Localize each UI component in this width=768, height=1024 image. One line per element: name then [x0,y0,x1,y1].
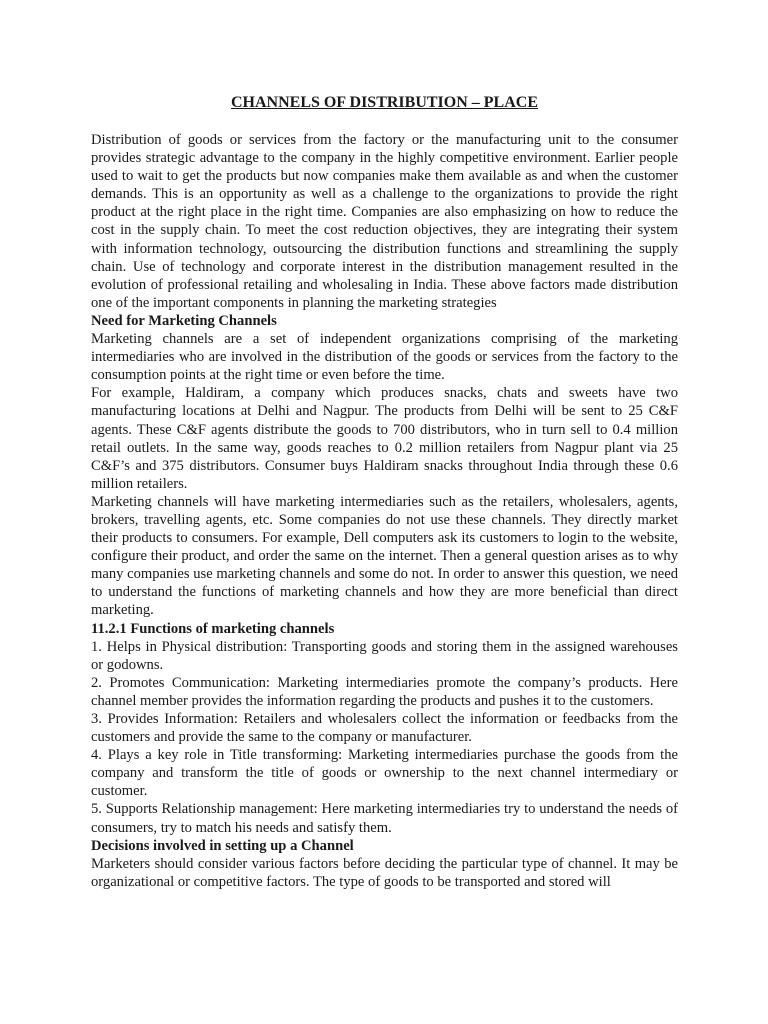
function-item-relationship-management: 5. Supports Relationship management: Here marketing intermediaries try to understand the needs of consumers, try to match his needs and satisfy them. [91,801,678,836]
paragraph-marketing-intermediaries: Marketing channels will have marketing intermediaries such as the retailers, wholesalers, agents, brokers, travelling agents, etc. Some companies do not use these channels. They directly market their products to consumers. For example, Dell computers ask its customers to login to the website, configure their product, and order the same on the internet. Then a general question arises as to why many companies use marketing channels and some do not. In order to answer this question, we need to understand the functions of marketing channels and how they are more beneficial than direct marketing. [91,493,678,619]
paragraph-marketing-channels-definition: Marketing channels are a set of independent organizations comprising of the marketing intermediaries who are involved in the distribution of the goods or services from the factory to the consumption points at the right time or even before the time. [91,331,678,384]
function-item-provides-information: 3. Provides Information: Retailers and wholesalers collect the information or feedbacks from the customers and provide the same to the company or manufacturer. [91,711,678,746]
document-body [91,93,678,891]
function-item-physical-distribution: 1. Helps in Physical distribution: Transporting goods and storing them in the assigned warehouses or godowns. [91,638,678,673]
paragraph-channel-decisions: Marketers should consider various factors before deciding the particular type of channel. It may be organizational or competitive factors. The type of goods to be transported and stored will [91,855,678,890]
paragraph-haldiram-example: For example, Haldiram, a company which produces snacks, chats and sweets have two manufacturing locations at Delhi and Nagpur. The products from Delhi will be sent to 25 C&F agents. These C&F agents distribute the goods to 700 distributors, who in turn sell to 0.4 million retail outlets. In the same way, goods reaches to 0.2 million retailers from Nagpur plant via 25 C&F’s and 375 distributors. Consumer buys Haldiram snacks throughout India through these 0.6 million retailers. [91,385,678,492]
page-title: CHANNELS OF DISTRIBUTION – PLACE [230,94,538,111]
section-heading-functions-of-marketing-channels: 11.2.1 Functions of marketing channels [91,620,335,637]
intro-paragraph: Distribution of goods or services from the factory or the manufacturing unit to the consumer provides strategic advantage to the company in the highly competitive environment. Earlier people used to wait to get the products but now companies make them available as and when the customer demands. This is an opportunity as well as a challenge to the organizations to provide the right product at the right place in the right time. Companies are also emphasizing on how to reduce the cost in the supply chain. To meet the cost reduction objectives, they are integrating their system with information technology, outsourcing the distribution functions and streamlining the supply chain. Use of technology and corporate interest in the distribution management resulted in the evolution of professional retailing and wholesaling in India. These above factors made distribution one of the important components in planning the marketing strategies [91,132,678,311]
section-heading-need-for-marketing-channels: Need for Marketing Channels [91,312,277,329]
function-item-promotes-communication: 2. Promotes Communication: Marketing intermediaries promote the company’s products. Here channel member provides the information regarding the products and pushes it to the customers. [91,674,678,709]
section-heading-decisions-in-setting-up-channel: Decisions involved in setting up a Channel [91,837,354,854]
function-item-title-transforming: 4. Plays a key role in Title transforming: Marketing intermediaries purchase the goods from the company and transform the title of goods or ownership to the next channel intermediary or customer. [91,747,678,800]
